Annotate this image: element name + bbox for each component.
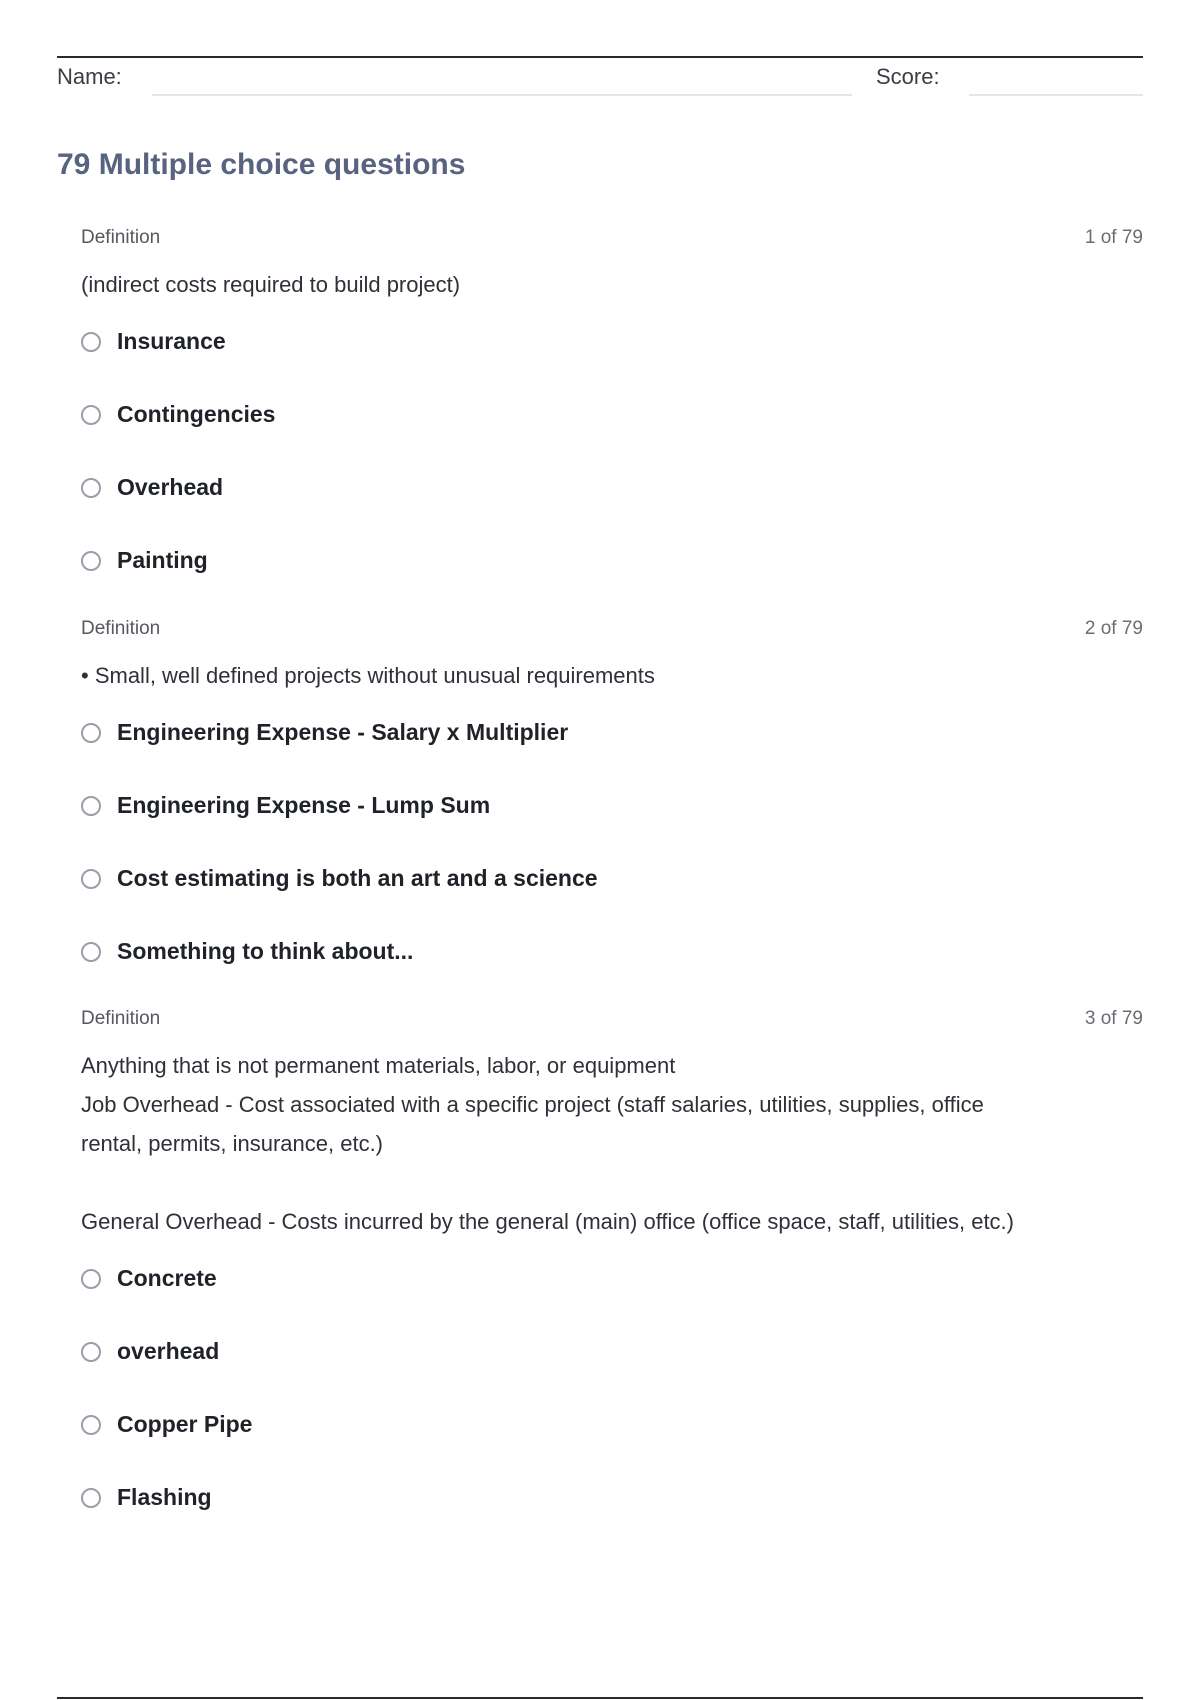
answer-options [81,305,1143,597]
question-1 [81,227,1143,597]
answer-option-label: Engineering Expense - Lump Sum [117,792,491,818]
question-counter: 1 of 79 [1084,227,1143,248]
question-prompt: Anything that is not permanent materials, labor, or equipment Job Overhead - Cost associated with a specific project (staff salaries, utilities, supplies, office rental, permits, insurance, etc.) General Overhead - Costs incurred by the general (main) office (office space, staff, utilities, etc.) [81,1053,1014,1234]
radio-button[interactable] [81,478,101,498]
question-prompt: • Small, well defined projects without unusual requirements [81,663,655,688]
answer-option[interactable] [81,1388,1143,1461]
answer-option-label: Concrete [117,1265,217,1291]
answer-option[interactable] [81,1461,1143,1534]
answer-option[interactable] [81,305,1143,378]
question-type: Definition [81,227,161,248]
answer-option[interactable] [81,769,1143,842]
name-field[interactable] [152,94,852,96]
answer-option[interactable] [81,1315,1143,1388]
answer-options [81,696,1143,988]
answer-option[interactable] [81,842,1143,915]
question-2 [81,618,1143,988]
name-label: Name: [57,64,122,89]
radio-button[interactable] [81,1342,101,1362]
score-field[interactable] [969,94,1143,96]
answer-option-label: Cost estimating is both an art and a science [117,865,598,891]
radio-button[interactable] [81,869,101,889]
top-rule [57,56,1143,58]
answer-option-label: Flashing [117,1484,212,1510]
page-title: 79 Multiple choice questions [57,148,466,181]
radio-button[interactable] [81,796,101,816]
radio-button[interactable] [81,551,101,571]
question-counter: 3 of 79 [1084,1008,1143,1029]
answer-option-label: overhead [117,1338,220,1364]
answer-options [81,1242,1143,1534]
answer-option[interactable] [81,378,1143,451]
radio-button[interactable] [81,405,101,425]
answer-option-label: Contingencies [117,401,276,427]
question-type: Definition [81,618,161,639]
answer-option[interactable] [81,696,1143,769]
answer-option[interactable] [81,451,1143,524]
answer-option-label: Engineering Expense - Salary x Multiplier [117,719,569,745]
radio-button[interactable] [81,942,101,962]
answer-option[interactable] [81,524,1143,597]
question-counter: 2 of 79 [1084,618,1143,639]
answer-option[interactable] [81,1242,1143,1315]
radio-button[interactable] [81,332,101,352]
radio-button[interactable] [81,1415,101,1435]
answer-option[interactable] [81,915,1143,988]
question-type: Definition [81,1008,161,1029]
question-3 [81,1008,1143,1534]
radio-button[interactable] [81,1488,101,1508]
bottom-rule [57,1697,1143,1699]
answer-option-label: Painting [117,547,208,573]
answer-option-label: Overhead [117,474,224,500]
radio-button[interactable] [81,723,101,743]
question-prompt: (indirect costs required to build project) [81,272,461,297]
score-label: Score: [876,64,940,89]
answer-option-label: Something to think about... [117,938,414,964]
answer-option-label: Copper Pipe [117,1411,253,1437]
radio-button[interactable] [81,1269,101,1289]
answer-option-label: Insurance [117,328,226,354]
